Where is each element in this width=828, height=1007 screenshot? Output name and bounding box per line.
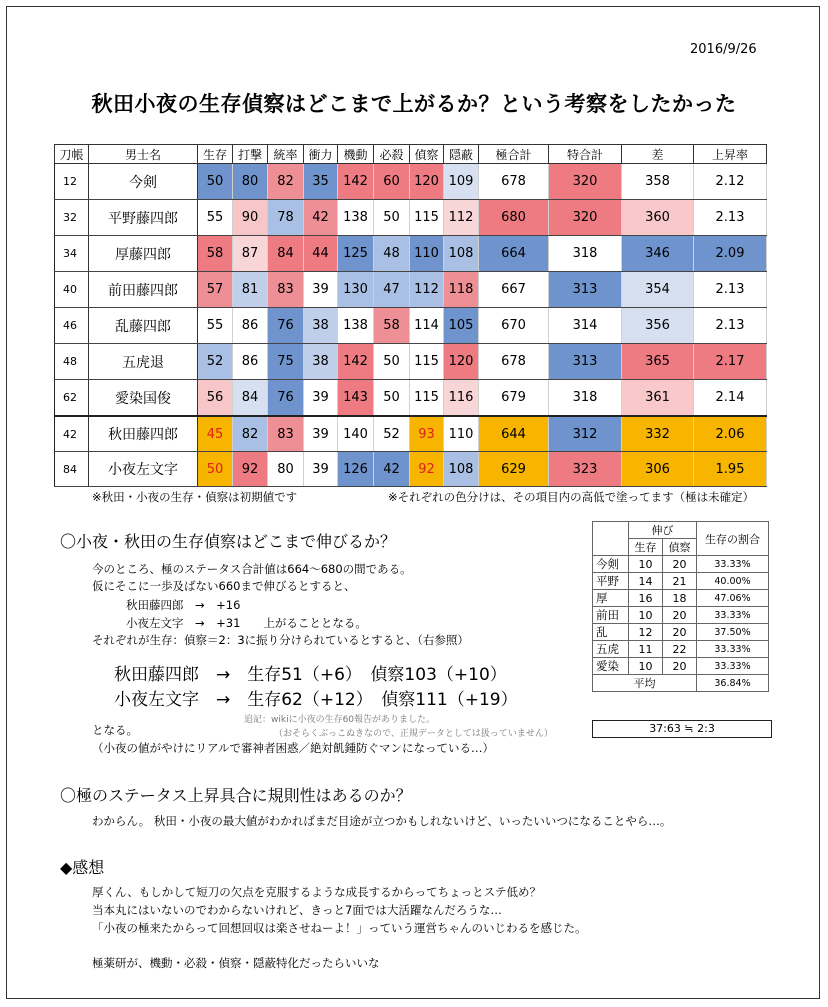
growth-cell: 20 [663, 556, 697, 573]
table-cell: 320 [549, 200, 622, 236]
table-cell: 112 [410, 272, 444, 308]
addendum-2: （おそらくぶっこぬきなので、正規データとしては扱っていません） [274, 729, 553, 739]
column-header: 必殺 [374, 145, 410, 164]
table-cell: 679 [479, 380, 549, 417]
growth-cell: 22 [663, 641, 697, 658]
table-cell: 306 [622, 452, 694, 487]
table-cell: 320 [549, 164, 622, 200]
table-cell: 44 [304, 236, 338, 272]
table-cell: 82 [268, 164, 304, 200]
table-row [55, 380, 767, 417]
table-cell: 83 [268, 416, 304, 452]
table-cell: 142 [338, 164, 374, 200]
table-cell: 76 [268, 380, 304, 417]
table-cell: 118 [444, 272, 479, 308]
growth-cell: 20 [663, 658, 697, 675]
column-header: 極合計 [479, 145, 549, 164]
growth-cell: 47.06% [697, 590, 769, 607]
column-header: 機動 [338, 145, 374, 164]
impression-line: 厚くん、もしかして短刀の欠点を克服するような成長するからってちょっとステ低め？ [92, 885, 541, 899]
table-cell: 2.12 [694, 164, 767, 200]
table-cell: 678 [479, 344, 549, 380]
growth-cell: 33.33% [697, 658, 769, 675]
page-title: 秋田小夜の生存偵察はどこまで上がるか？という考察をしたかった [91, 92, 737, 116]
table-row [55, 452, 767, 487]
table-cell: 78 [268, 200, 304, 236]
table-cell: 323 [549, 452, 622, 487]
table-cell: 112 [444, 200, 479, 236]
table-cell: 83 [268, 272, 304, 308]
table-cell: 318 [549, 236, 622, 272]
growth-name: 平野 [593, 573, 629, 590]
sword-name: 小夜左文字 [89, 452, 198, 487]
table-row [55, 344, 767, 380]
table-body [55, 164, 767, 487]
table-cell: 142 [338, 344, 374, 380]
table-cell: 110 [410, 236, 444, 272]
table-cell: 2.09 [694, 236, 767, 272]
growth-cell: 33.33% [697, 607, 769, 624]
growth-row [593, 573, 769, 590]
table-cell: 84 [233, 380, 268, 417]
column-header: 刀帳 [55, 145, 89, 164]
table-cell: 116 [444, 380, 479, 417]
impression-line: 「小夜の極来たからって回想回収は楽させねーよ！」っていう運営ちゃんのいじわるを感じた。 [92, 921, 587, 935]
table-cell: 50 [374, 344, 410, 380]
sword-name: 愛染国俊 [89, 380, 198, 417]
sword-name: 厚藤四郎 [89, 236, 198, 272]
table-cell: 90 [233, 200, 268, 236]
sword-name: 平野藤四郎 [89, 200, 198, 236]
table-cell: 360 [622, 200, 694, 236]
column-header: 打撃 [233, 145, 268, 164]
date: 2016/9/26 [690, 42, 757, 57]
section1-line: 秋田藤四郎 → +16 [126, 598, 241, 612]
growth-cell: 18 [663, 590, 697, 607]
table-cell: 125 [338, 236, 374, 272]
table-cell: 120 [444, 344, 479, 380]
table-cell: 47 [374, 272, 410, 308]
growth-name: 愛染 [593, 658, 629, 675]
table-cell: 312 [549, 416, 622, 452]
growth-row [593, 641, 769, 658]
sword-name: 前田藤四郎 [89, 272, 198, 308]
sword-name: 今剣 [89, 164, 198, 200]
table-row [55, 236, 767, 272]
growth-cell: 37.50% [697, 624, 769, 641]
table-row [55, 272, 767, 308]
growth-cell: 21 [663, 573, 697, 590]
table-cell: 58 [374, 308, 410, 344]
growth-row [593, 607, 769, 624]
table-cell: 35 [304, 164, 338, 200]
average-value: 36.84% [697, 675, 769, 692]
table-cell: 55 [198, 308, 233, 344]
table-cell: 57 [198, 272, 233, 308]
section1-line: それぞれが生存：偵察＝2：3に振り分けられているとすると、（右参照） [92, 633, 469, 647]
table-cell: 12 [55, 164, 89, 200]
table-header-row [55, 145, 767, 164]
table-cell: 93 [410, 416, 444, 452]
table-cell: 42 [304, 200, 338, 236]
table-cell: 92 [410, 452, 444, 487]
table-cell: 130 [338, 272, 374, 308]
section1-end: となる。 [92, 723, 138, 737]
table-cell: 52 [198, 344, 233, 380]
growth-cell: 20 [663, 607, 697, 624]
table-cell: 1.95 [694, 452, 767, 487]
table-cell: 48 [55, 344, 89, 380]
table-cell: 2.14 [694, 380, 767, 417]
table-cell: 2.13 [694, 272, 767, 308]
sword-name: 五虎退 [89, 344, 198, 380]
table-cell: 109 [444, 164, 479, 200]
stats-table [54, 144, 767, 487]
growth-row [593, 590, 769, 607]
growth-cell: 16 [629, 590, 663, 607]
table-cell: 629 [479, 452, 549, 487]
table-cell: 40 [55, 272, 89, 308]
table-cell: 76 [268, 308, 304, 344]
table-cell: 680 [479, 200, 549, 236]
table-cell: 32 [55, 200, 89, 236]
table-cell: 42 [55, 416, 89, 452]
table-cell: 87 [233, 236, 268, 272]
table-cell: 86 [233, 344, 268, 380]
table-cell: 143 [338, 380, 374, 417]
table-cell: 42 [374, 452, 410, 487]
growth-cell: 14 [629, 573, 663, 590]
table-cell: 92 [233, 452, 268, 487]
growth-header-scouting: 偵察 [663, 539, 697, 556]
table-cell: 361 [622, 380, 694, 417]
column-header: 隠蔽 [444, 145, 479, 164]
sword-name: 秋田藤四郎 [89, 416, 198, 452]
column-header: 衝力 [304, 145, 338, 164]
table-cell: 55 [198, 200, 233, 236]
impression-line: 当本丸にはいないのでわからないけれど、きっと7面では大活躍なんだろうな… [92, 903, 502, 917]
growth-cell: 33.33% [697, 641, 769, 658]
table-cell: 38 [304, 344, 338, 380]
table-cell: 358 [622, 164, 694, 200]
table-cell: 114 [410, 308, 444, 344]
section3-heading: ◆感想 [60, 858, 105, 877]
table-cell: 80 [268, 452, 304, 487]
column-header: 特合計 [549, 145, 622, 164]
table-cell: 39 [304, 452, 338, 487]
section1-line: 今のところ、極のステータス合計値は664～680の間である。 [92, 562, 412, 576]
table-cell: 48 [374, 236, 410, 272]
table-cell: 313 [549, 272, 622, 308]
growth-cell: 33.33% [697, 556, 769, 573]
table-row [55, 308, 767, 344]
table-cell: 39 [304, 272, 338, 308]
table-cell: 81 [233, 272, 268, 308]
table-cell: 313 [549, 344, 622, 380]
table-cell: 318 [549, 380, 622, 417]
column-header: 偵察 [410, 145, 444, 164]
section1-heading: 〇小夜・秋田の生存偵察はどこまで伸びるか？ [60, 532, 397, 551]
table-cell: 39 [304, 380, 338, 417]
ratio-header: 生存の割合 [697, 522, 769, 556]
growth-cell: 10 [629, 658, 663, 675]
table-cell: 138 [338, 308, 374, 344]
growth-cell: 12 [629, 624, 663, 641]
table-cell: 678 [479, 164, 549, 200]
table-cell: 62 [55, 380, 89, 417]
growth-header-survival: 生存 [629, 539, 663, 556]
table-cell: 2.13 [694, 308, 767, 344]
result-akita: 秋田藤四郎 → 生存51（+6） 偵察103（+10） [114, 665, 507, 685]
table-cell: 58 [198, 236, 233, 272]
table-cell: 75 [268, 344, 304, 380]
table-cell: 84 [55, 452, 89, 487]
table-cell: 84 [268, 236, 304, 272]
table-cell: 2.06 [694, 416, 767, 452]
table-cell: 38 [304, 308, 338, 344]
table-cell: 108 [444, 452, 479, 487]
table-row [55, 164, 767, 200]
section1-line: 小夜左文字 → +31 上がることとなる。 [126, 616, 367, 630]
growth-cell: 20 [663, 624, 697, 641]
table-cell: 50 [198, 452, 233, 487]
section1-end-2: （小夜の値がやけにリアルで審神者困惑／絶対飢鍾防ぐマンになっている…） [92, 741, 495, 755]
table-cell: 115 [410, 200, 444, 236]
table-cell: 110 [444, 416, 479, 452]
growth-row [593, 624, 769, 641]
table-cell: 108 [444, 236, 479, 272]
table-cell: 115 [410, 380, 444, 417]
table-cell: 126 [338, 452, 374, 487]
table-cell: 120 [410, 164, 444, 200]
table-cell: 365 [622, 344, 694, 380]
table-cell: 354 [622, 272, 694, 308]
table-cell: 664 [479, 236, 549, 272]
table-cell: 46 [55, 308, 89, 344]
table-cell: 2.17 [694, 344, 767, 380]
result-sayo: 小夜左文字 → 生存62（+12） 偵察111（+19） [114, 690, 518, 710]
growth-table [592, 521, 769, 692]
table-cell: 82 [233, 416, 268, 452]
table-cell: 356 [622, 308, 694, 344]
table-cell: 80 [233, 164, 268, 200]
section1-line: 仮にそこに一歩及ばない660まで伸びるとすると、 [92, 579, 356, 593]
section2-heading: 〇極のステータス上昇具合に規則性はあるのか？ [60, 786, 412, 805]
growth-cell: 40.00% [697, 573, 769, 590]
sword-name: 乱藤四郎 [89, 308, 198, 344]
table-note-right: ※それぞれの色分けは、その項目内の高低で塗ってます（極は未確定） [388, 490, 755, 504]
table-cell: 50 [198, 164, 233, 200]
growth-name: 乱 [593, 624, 629, 641]
table-cell: 115 [410, 344, 444, 380]
table-cell: 2.13 [694, 200, 767, 236]
table-cell: 50 [374, 200, 410, 236]
ratio-box: 37:63 ≒ 2:3 [592, 720, 772, 738]
table-cell: 60 [374, 164, 410, 200]
table-cell: 52 [374, 416, 410, 452]
section2-text: わからん。 秋田・小夜の最大値がわかればまだ目途が立つかもしれないけど、いったいいつになることやら…。 [92, 814, 672, 828]
growth-name: 前田 [593, 607, 629, 624]
table-cell: 34 [55, 236, 89, 272]
growth-header: 伸び [629, 522, 697, 539]
addendum: 追記：wikiに小夜の生存60報告がありました。 [244, 715, 436, 725]
column-header: 統率 [268, 145, 304, 164]
growth-cell: 10 [629, 556, 663, 573]
table-row [55, 200, 767, 236]
growth-cell: 11 [629, 641, 663, 658]
growth-cell: 10 [629, 607, 663, 624]
growth-row [593, 658, 769, 675]
table-cell: 670 [479, 308, 549, 344]
table-cell: 138 [338, 200, 374, 236]
table-cell: 314 [549, 308, 622, 344]
table-cell: 45 [198, 416, 233, 452]
column-header: 上昇率 [694, 145, 767, 164]
table-cell: 50 [374, 380, 410, 417]
impression-line: 極薬研が、機動・必殺・偵察・隠蔽特化だったらいいな [92, 956, 380, 970]
table-cell: 332 [622, 416, 694, 452]
table-row [55, 416, 767, 452]
average-label: 平均 [593, 675, 697, 692]
table-cell: 346 [622, 236, 694, 272]
growth-name: 今剣 [593, 556, 629, 573]
table-cell: 644 [479, 416, 549, 452]
table-cell: 140 [338, 416, 374, 452]
growth-name: 厚 [593, 590, 629, 607]
table-note-left: ※秋田・小夜の生存・偵察は初期値です [92, 490, 298, 504]
column-header: 男士名 [89, 145, 198, 164]
growth-name: 五虎 [593, 641, 629, 658]
table-cell: 105 [444, 308, 479, 344]
column-header: 生存 [198, 145, 233, 164]
table-cell: 667 [479, 272, 549, 308]
table-cell: 56 [198, 380, 233, 417]
table-cell: 86 [233, 308, 268, 344]
column-header: 差 [622, 145, 694, 164]
growth-row [593, 556, 769, 573]
table-cell: 39 [304, 416, 338, 452]
